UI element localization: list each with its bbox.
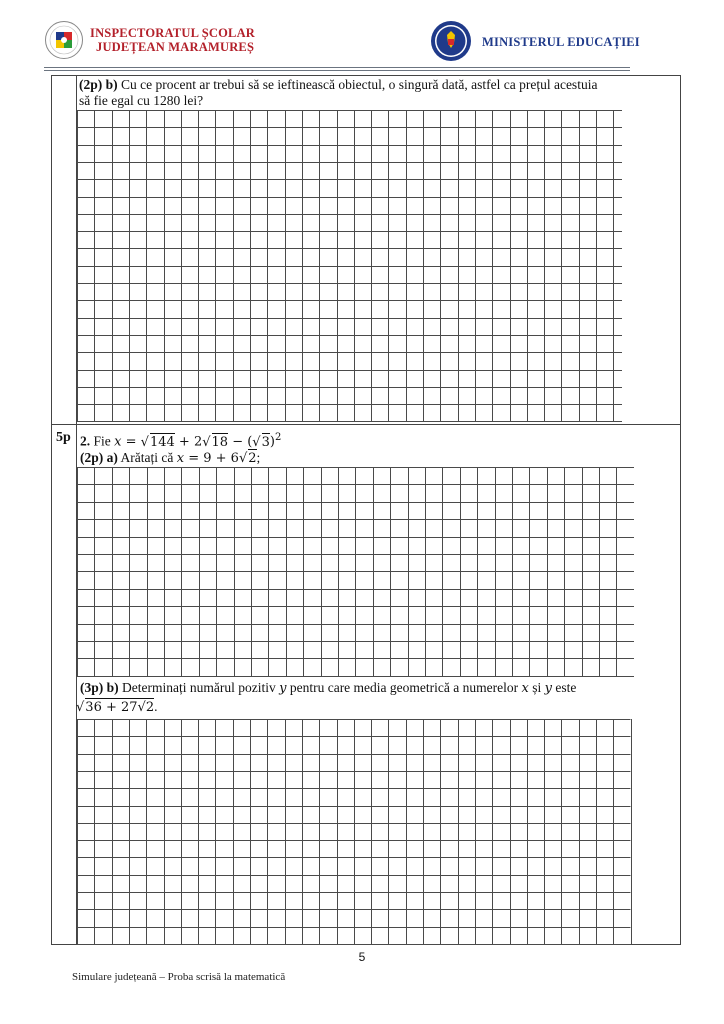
- ministry-title: MINISTERUL EDUCAȚIEI: [482, 35, 640, 49]
- problem2b-x: x: [521, 681, 529, 696]
- problem2b-radical: [76, 698, 157, 716]
- isj-title-line2: JUDEȚEAN MARAMUREȘ: [96, 40, 255, 54]
- expr-radicand3: 3: [261, 434, 270, 450]
- problem2-statement: [80, 430, 281, 451]
- footer-text: Simulare județeană – Proba scrisă la matematică: [72, 971, 286, 983]
- isj-logo-icon: [44, 20, 84, 60]
- answer-grid-2b[interactable]: [77, 719, 634, 945]
- problem2b-y2: y: [544, 681, 552, 696]
- problem2b-points: (3p): [80, 680, 104, 695]
- answer-grid-2a[interactable]: [77, 467, 634, 679]
- expr-root1: √144: [140, 434, 175, 450]
- problem2b-text4: este: [551, 680, 577, 695]
- problem1b-text-cont: să fie egal cu 1280 lei?: [79, 93, 204, 108]
- problem2a-root: √2: [238, 451, 257, 466]
- problem1b-points: (2p): [79, 77, 103, 92]
- expr-eq: =: [121, 434, 141, 450]
- problem2b-radicand: 36 + 27√2: [85, 700, 155, 715]
- page-number: 5: [358, 950, 366, 964]
- expr-plus: + 2: [174, 434, 203, 450]
- expr-radicand1: 144: [149, 434, 175, 450]
- expr-close: ): [269, 434, 275, 450]
- problem2a-x: x: [176, 451, 185, 466]
- expr-radicand2: 18: [211, 434, 229, 450]
- expr-root3: √3: [252, 434, 270, 450]
- problem2b-text2: pentru care media geometrică a numerelor: [286, 680, 522, 695]
- problem2a-letter: a): [106, 450, 118, 465]
- problem2a-points: (2p): [80, 450, 104, 465]
- header-right: [430, 20, 690, 64]
- problem1b-letter: b): [105, 77, 118, 92]
- expr-exponent: 2: [274, 432, 282, 443]
- header-divider: [44, 67, 630, 68]
- problem1b-line1: [79, 77, 597, 93]
- problem2b-statement: [80, 680, 576, 697]
- problem2a-end: ;: [256, 450, 261, 465]
- row-divider: [51, 424, 681, 425]
- problem1b-text: Cu ce procent ar trebui să se ieftinească obiectul, o singură dată, astfel ca prețul acestuia: [117, 77, 598, 92]
- romania-coat-of-arms-icon: [430, 20, 472, 62]
- problem2a-rest: = 9 + 6: [184, 451, 239, 466]
- problem2b-end: .: [154, 699, 158, 714]
- isj-title-line1: INSPECTORATUL ȘCOLAR: [90, 26, 256, 40]
- expr-root2: √18: [202, 434, 229, 450]
- header-left: [44, 20, 274, 64]
- problem2-points-margin: 5p: [56, 430, 71, 445]
- problem2-intro: Fie: [90, 433, 115, 449]
- problem2b-y: y: [279, 681, 287, 696]
- problem2b-text1: Determinați numărul pozitiv: [118, 680, 280, 695]
- problem2b-letter: b): [106, 680, 119, 695]
- problem1b-line2: [79, 93, 203, 109]
- problem2b-root: √36 + 27√2: [76, 700, 155, 715]
- problem2a-statement: [80, 449, 260, 467]
- problem2a-text: Arătați că: [117, 450, 177, 465]
- problem2b-text3: și: [528, 680, 545, 695]
- isj-title: [90, 26, 255, 54]
- expr-x: x: [114, 434, 122, 450]
- expr-minus: − (: [228, 434, 253, 450]
- answer-grid-1b[interactable]: [77, 110, 622, 424]
- problem2a-radicand: 2: [248, 451, 257, 466]
- header-divider-thin: [44, 70, 630, 71]
- problem2-number: 2.: [80, 433, 91, 449]
